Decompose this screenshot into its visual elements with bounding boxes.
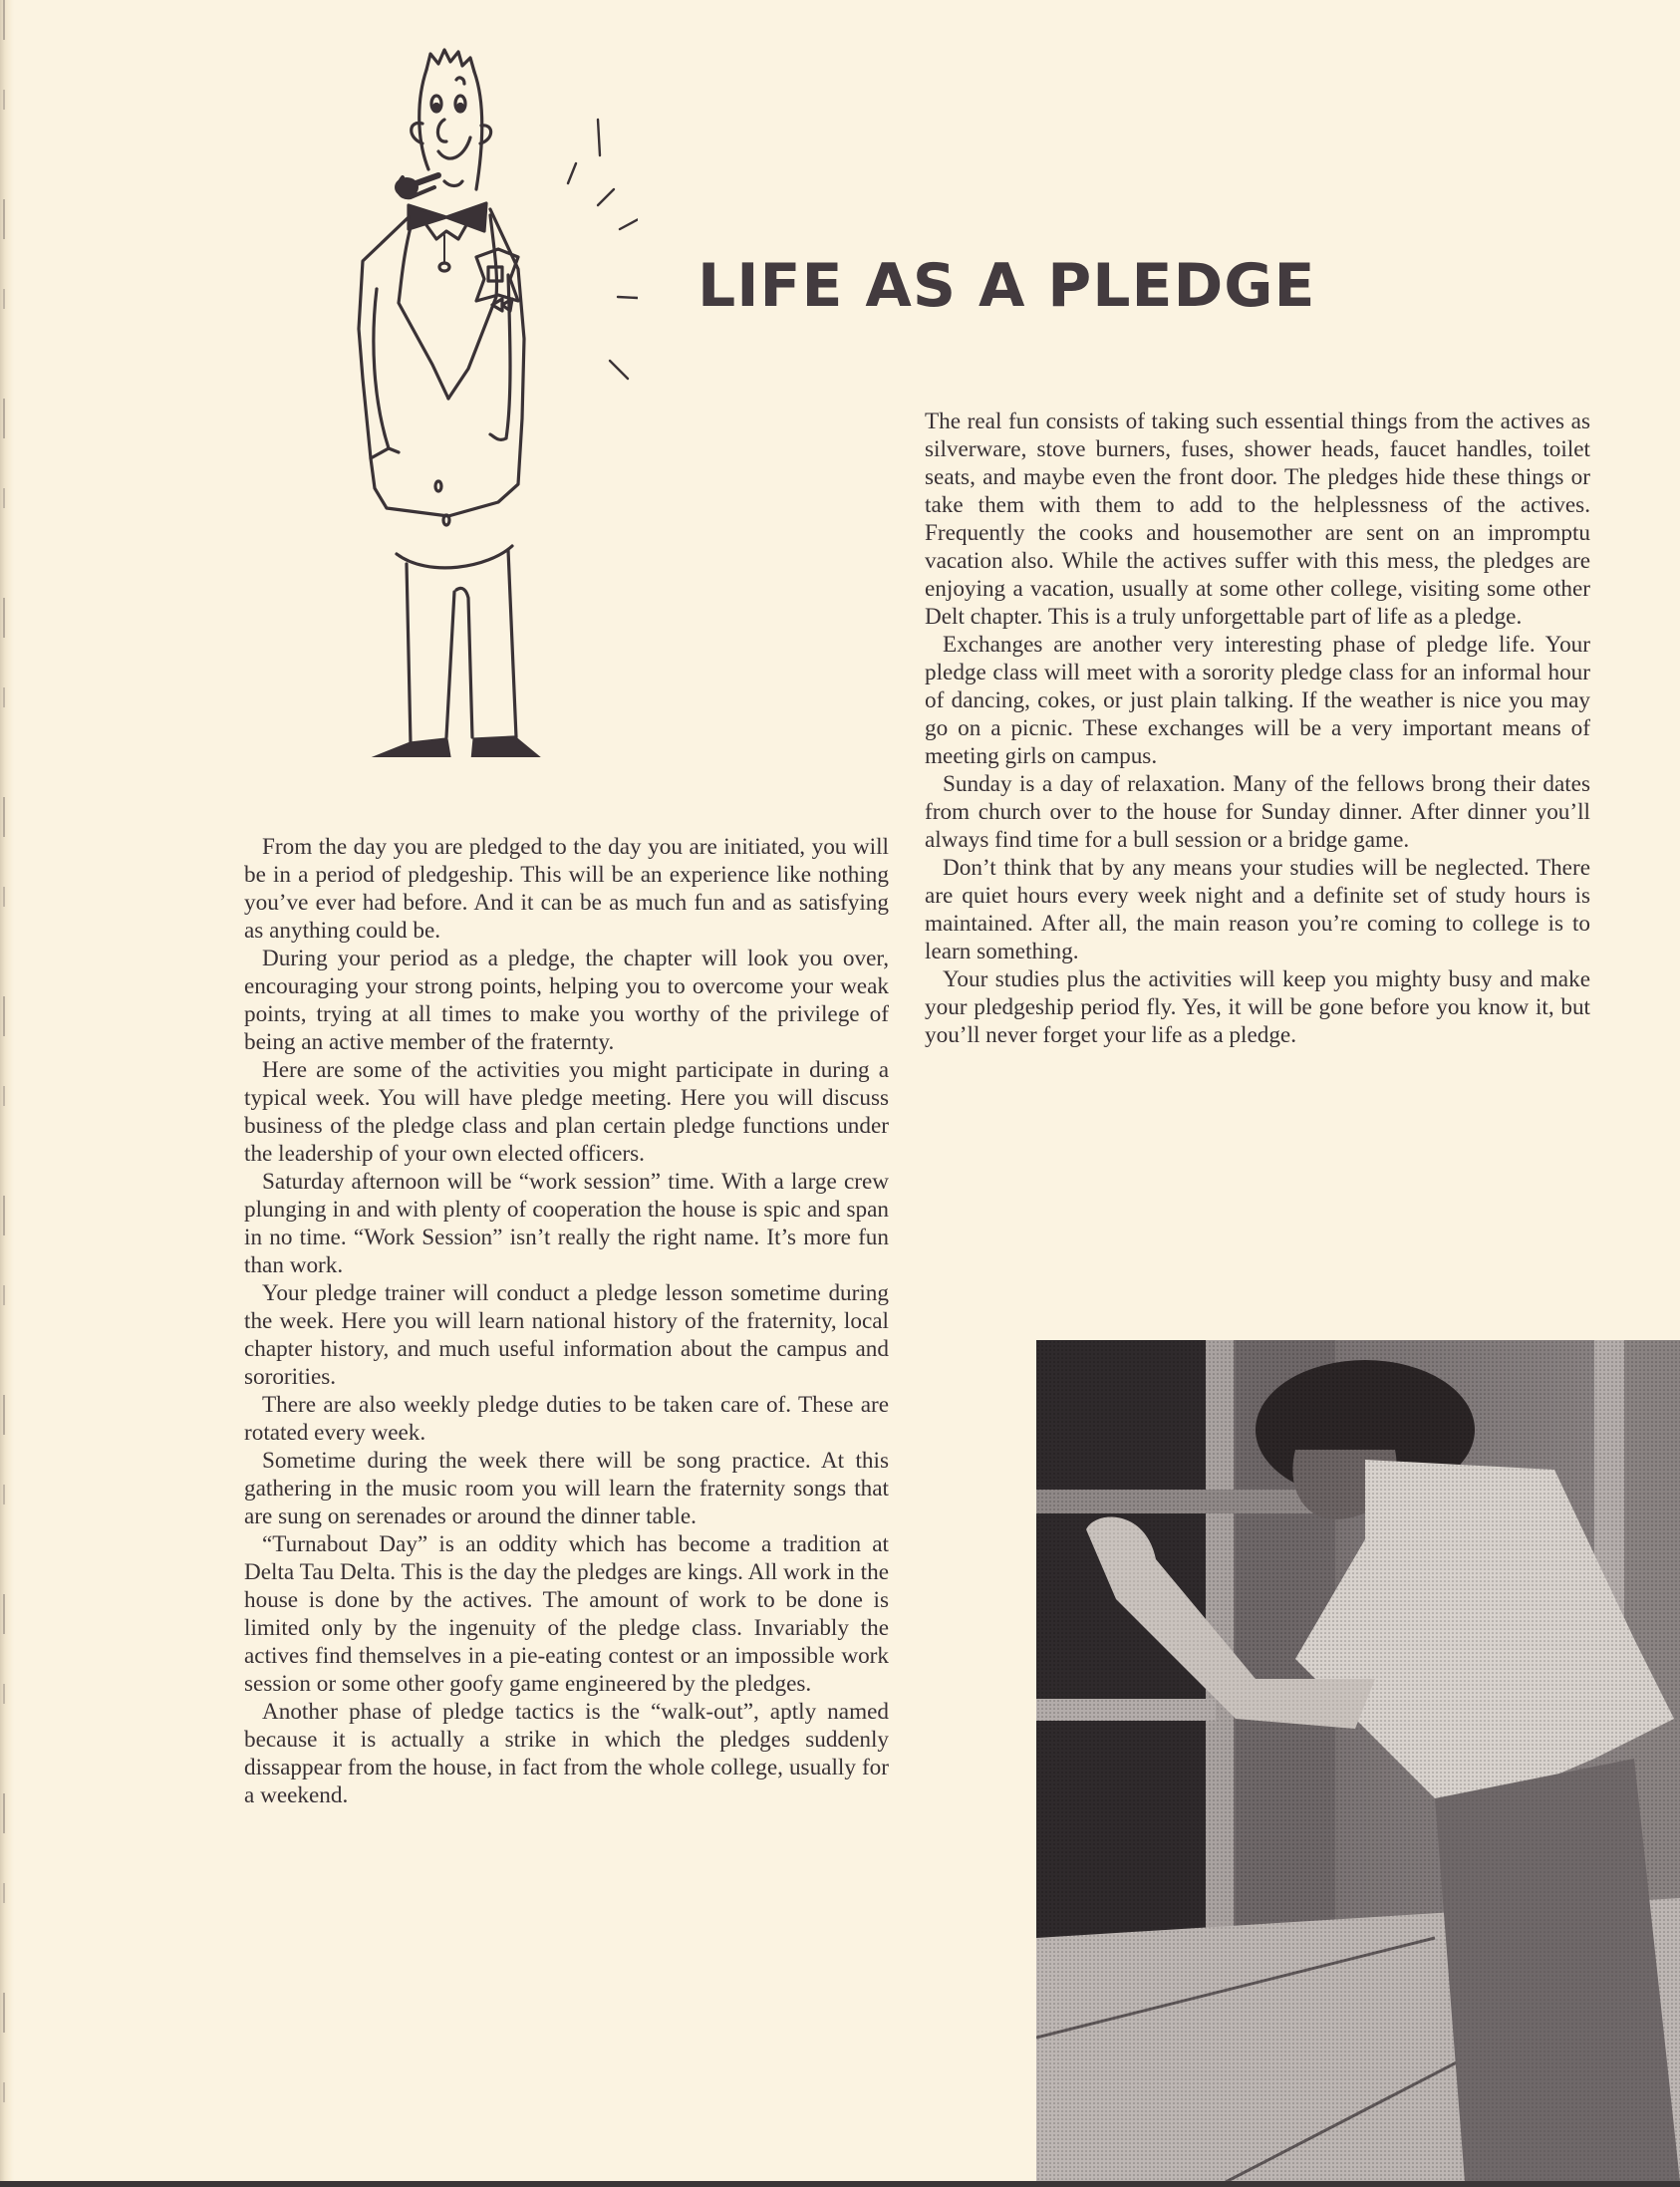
pledge-cartoon-illustration: [299, 40, 638, 757]
cartoon-shoe-left: [339, 739, 450, 757]
cartoon-pants: [407, 550, 516, 743]
cartoon-shoe-right: [472, 737, 568, 757]
paragraph: Another phase of pledge tactics is the “walk-out”, aptly named because it is actually a strike in which the pledges suddenly dissappear from the house, in fact from the whole college, usually for a weekend.: [244, 1699, 889, 1808]
left-text-column: [244, 833, 889, 1809]
sparkle-lines: [568, 120, 638, 379]
cartoon-head: [420, 70, 482, 189]
cartoon-hair: [426, 50, 474, 72]
paragraph: Don’t think that by any means your studies will be neglected. There are quiet hours every week night and a definite set of study hours is maintained. After all, the main reason you’re coming to college is to learn something.: [925, 855, 1590, 964]
binding-edge: [0, 0, 14, 2187]
cartoon-bow-tie: [409, 203, 486, 231]
cartoon-nose: [437, 120, 446, 141]
paragraph: From the day you are pledged to the day you are initiated, you will be in a period of pledgeship. This will be an experience like nothing you’ve ever had before. And it can be as much fun and as satisfying as anything could be.: [244, 834, 889, 944]
page-title: LIFE AS A PLEDGE: [698, 251, 1316, 321]
paragraph: Here are some of the activities you might participate in during a typical week. You will have pledge meeting. Here you will discuss business of the pledge class and plan certain pledge functions under the leadership of your own elected officers.: [244, 1057, 889, 1167]
paragraph: Sometime during the week there will be song practice. At this gathering in the music room you will learn the fraternity songs that are sung on serenades or around the dinner table.: [244, 1448, 889, 1529]
paragraph: “Turnabout Day” is an oddity which has become a tradition at Delta Tau Delta. This is the day the pledges are kings. All work in the house is done by the actives. The amount of work to be done is limited only by the ingenuity of the pledge class. Invariably the actives find themselves in a pie-eating contest or an impossible work session or some other goofy game engineered by the pledges.: [244, 1531, 889, 1697]
paragraph: There are also weekly pledge duties to be taken care of. These are rotated every week.: [244, 1392, 889, 1446]
cartoon-jacket: [359, 209, 524, 516]
paragraph: Sunday is a day of relaxation. Many of the fellows brong their dates from church over to the house for Sunday dinner. After dinner you’ll always find time for a bull session or a bridge game.: [925, 771, 1590, 853]
paragraph: Your pledge trainer will conduct a pledge lesson sometime during the week. Here you will learn national history of the fraternity, local chapter history, and much useful information about the campus and sororities.: [244, 1280, 889, 1390]
pledge-washing-window-photo: [1036, 1340, 1680, 2182]
paragraph: Exchanges are another very interesting phase of pledge life. Your pledge class will meet with a sorority pledge class for an informal hour of dancing, cokes, or just plain talking. If the weather is nice you may go on a picnic. These exchanges will be a very important means of meeting girls on campus.: [925, 632, 1590, 769]
paragraph: Your studies plus the activities will keep you mighty busy and make your pledgeship period fly. Yes, it will be gone before you know it, but you’ll never forget your life as a pledge.: [925, 966, 1590, 1048]
paragraph: Saturday afternoon will be “work session” time. With a large crew plunging in and with plenty of cooperation the house is spic and span in no time. “Work Session” isn’t really the right name. It’s more fun than work.: [244, 1169, 889, 1278]
paragraph: During your period as a pledge, the chapter will look you over, encouraging your strong points, helping you to overcome your weak points, trying at all times to make you worthy of the privilege of being an active member of the fraternty.: [244, 946, 889, 1055]
page-bottom-edge: [0, 2181, 1680, 2187]
paragraph: The real fun consists of taking such essential things from the actives as silverware, stove burners, fuses, shower heads, faucet handles, toilet seats, and maybe even the front door. The pledges hide these things or take them with them to add to the helplessness of the actives. Frequently the cooks and housemother are sent on an impromptu vacation also. While the actives suffer with this mess, the pledges are enjoying a vacation, usually at some other college, visiting some other Delt chapter. This is a truly unforgettable part of life as a pledge.: [925, 409, 1590, 630]
right-text-column: [925, 408, 1590, 1049]
